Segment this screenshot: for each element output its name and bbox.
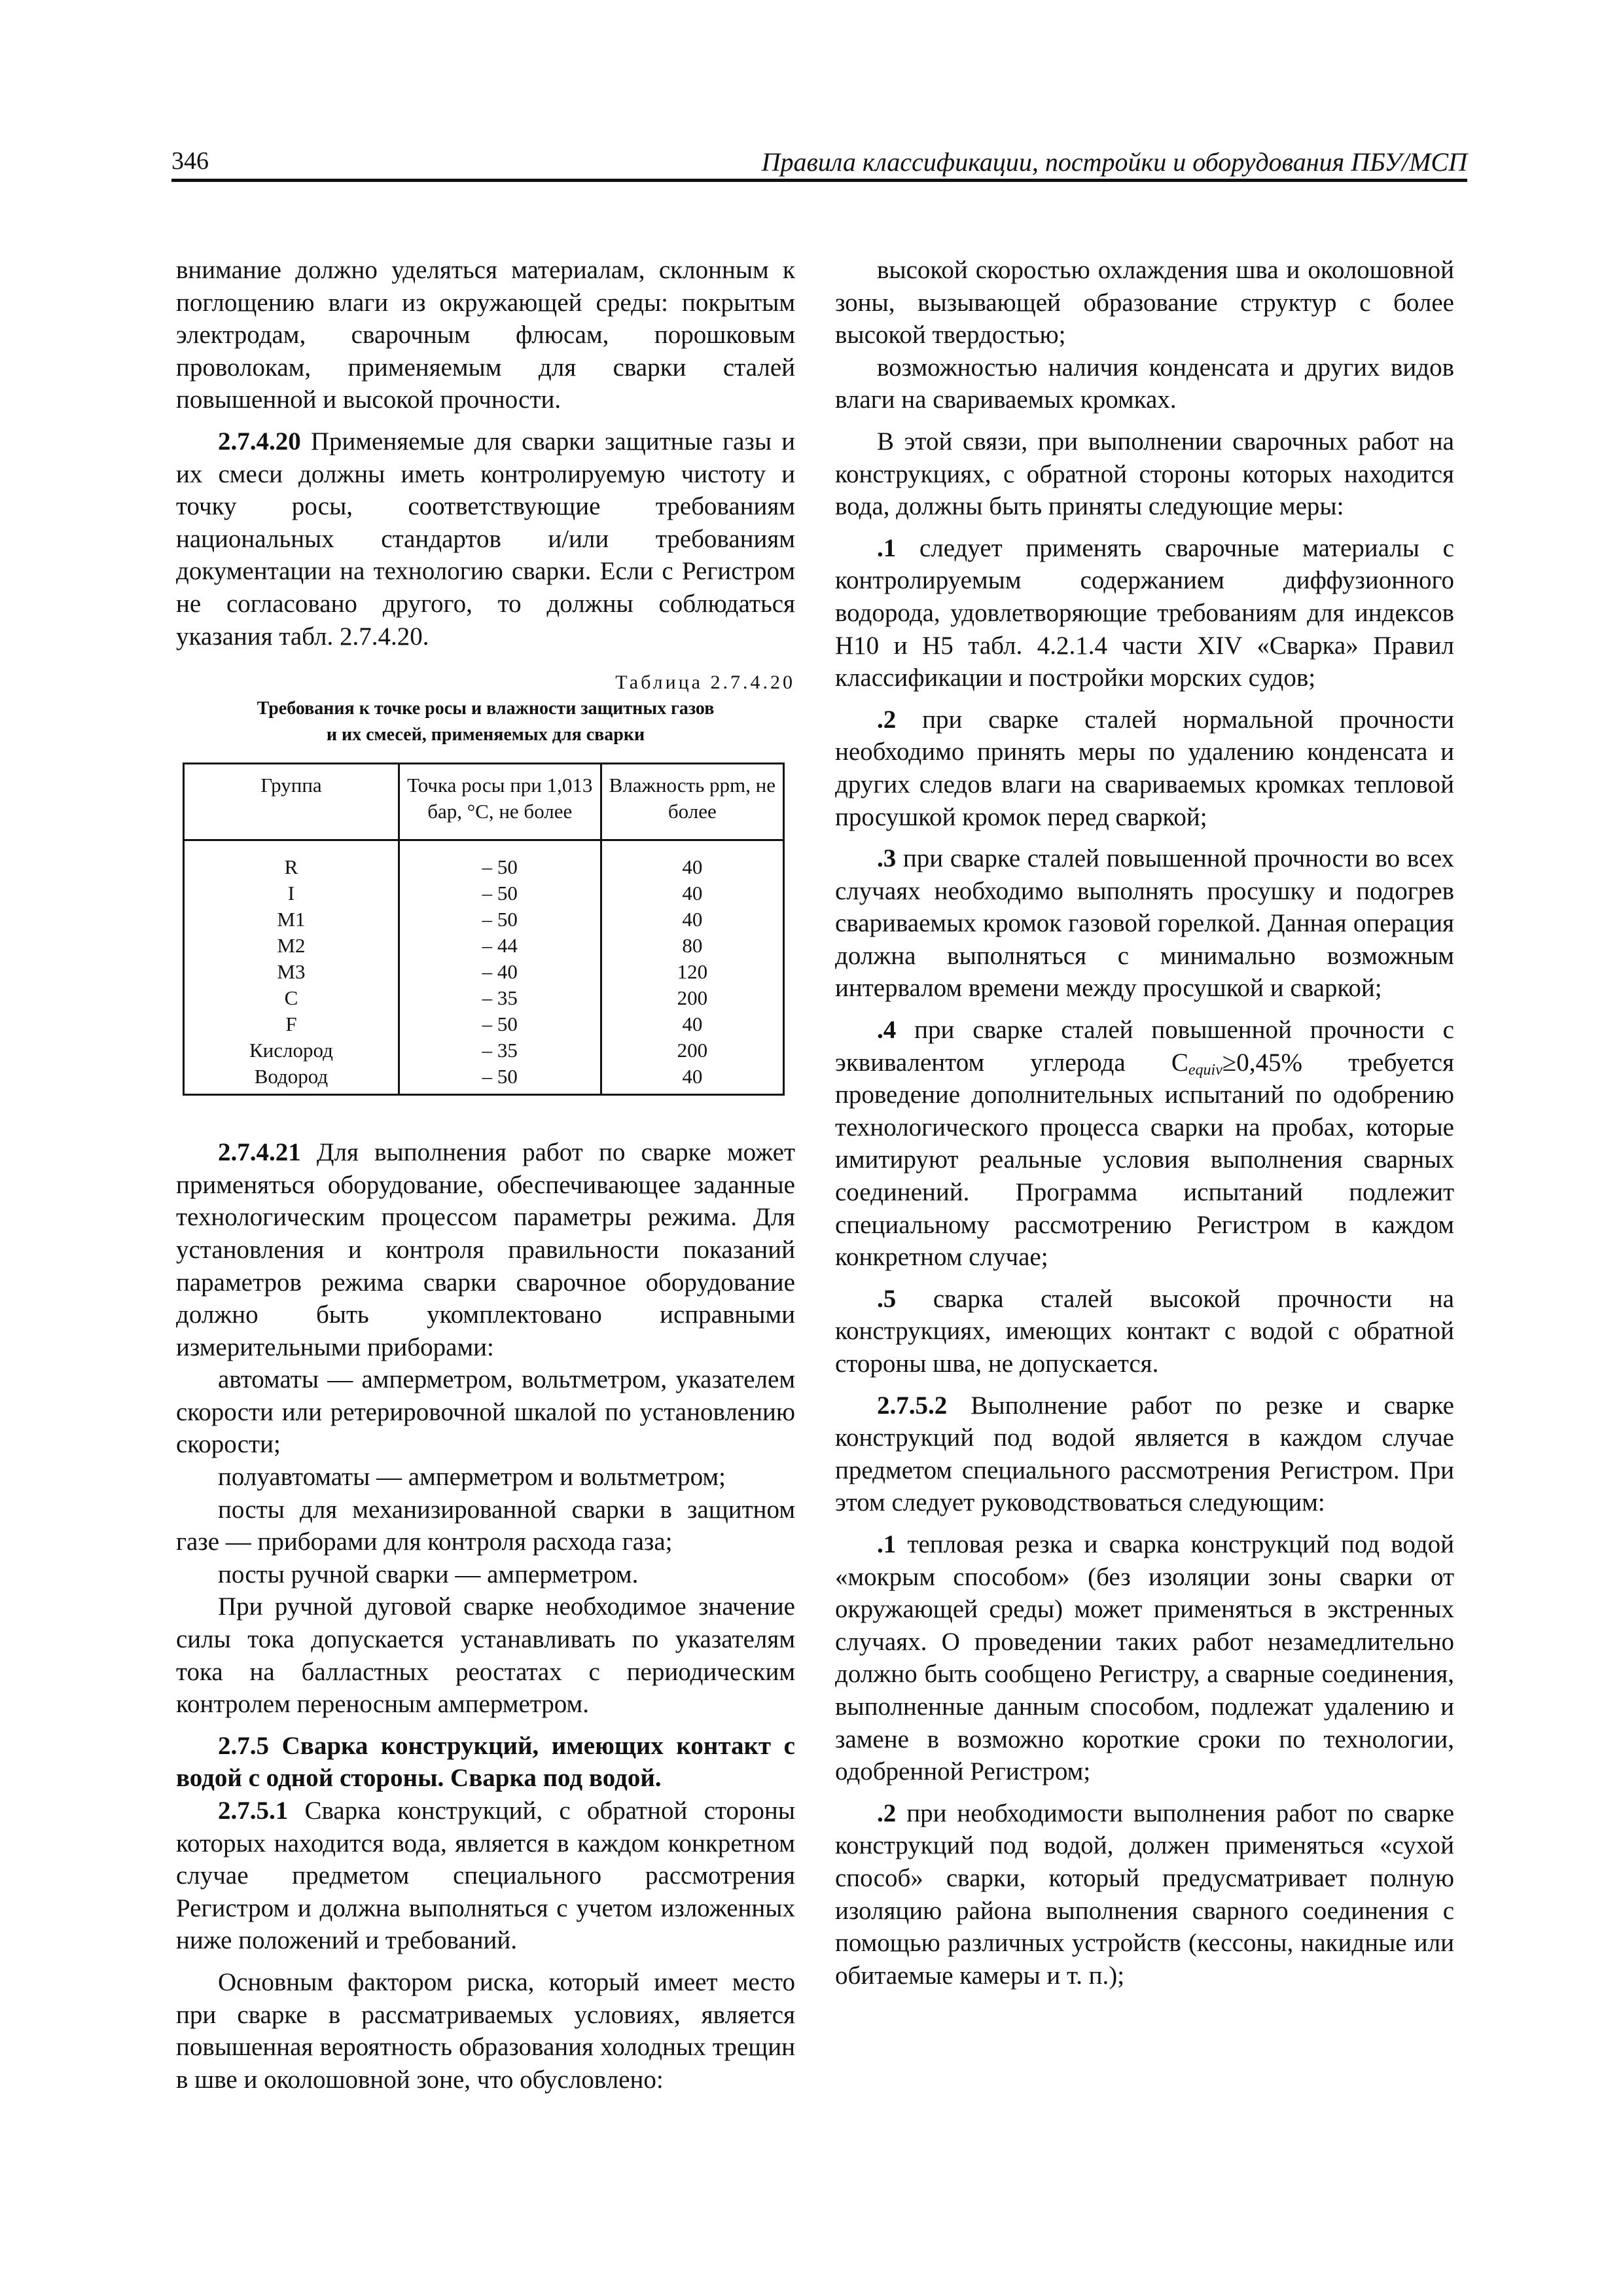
paragraph: высокой скоростью охлаждения шва и околошовной зоны, вызывающей образование структур с более высокой твердостью; [835,256,1454,350]
paragraph-2-7-4-21 [176,1136,795,1363]
left-column [176,254,795,2096]
item-text: при необходимости выполнения работ по сварке конструкций под водой, должен применяться «сухой способ» сварки, который предусматривает полную изоляцию района выполнения сварного соединения с помощью различных устройств (кессоны, накидные или обитаемые камеры и т. п.); [835,1799,1454,1990]
column-header: Группа [184,764,399,840]
section-heading [176,1730,795,1795]
item-number: .1 [877,533,897,562]
item-number: .5 [877,1284,897,1313]
table-row [184,906,784,933]
table-cell: 40 [601,880,783,906]
table-cell: M1 [184,906,399,933]
table-cell: 200 [601,1037,783,1064]
page-header [171,140,1467,181]
item-text: тепловая резка и сварка конструкций под водой «мокрым способом» (без изоляции зоны сварки от окружающей среды) может применяться в экстренных случаях. О проведении таких работ незамедлительно должно быть сообщено Регистру, а сварные соединения, выполненные данным способом, подлежат удалению и замене в возможно короткие сроки по технологии, одобренной Регистром; [835,1530,1454,1786]
subscript: equiv [1188,1061,1222,1079]
table-cell: – 50 [399,880,601,906]
column-header: Точка росы при 1,013 бар, °С, не более [399,764,601,840]
dew-point-table [183,762,785,1096]
list-item [835,704,1454,833]
table-cell: 200 [601,985,783,1011]
table-cell: – 50 [399,840,601,881]
paragraph: Основным фактором риска, который имеет место при сварке в рассматриваемых условиях, является повышенная вероятность образования холодных трещин в шве и околошовной зоне, что обусловлено: [176,1967,795,2094]
table-cell: Водород [184,1064,399,1095]
page-number: 346 [171,147,209,175]
item-number: .2 [877,1799,897,1827]
clause-text: Для выполнения работ по сварке может применяться оборудование, обеспечивающее заданные технологическим процессом параметры режима. Для установления и контроля правильности показаний параметров режима сварки сварочное оборудование должно быть укомплектовано исправными измерительными приборами: [176,1138,795,1361]
table-cell: 40 [601,1011,783,1037]
table-row [184,1064,784,1095]
section-heading-text: 2.7.5 Сварка конструкций, имеющих контакт с водой с одной стороны. Сварка под водой. [176,1731,795,1793]
table-title-line: Требования к точке росы и влажности защитных газов [257,698,715,719]
table-cell: – 40 [399,959,601,985]
item-number: .2 [877,705,897,734]
table-cell: 40 [601,1064,783,1095]
table-cell: 120 [601,959,783,985]
list-item [835,1283,1454,1380]
paragraph-2-7-5-2 [835,1390,1454,1519]
table-cell: Кислород [184,1037,399,1064]
paragraph-2-7-4-20 [176,425,795,653]
item-text: при сварке сталей нормальной прочности необходимо принять меры по удалению конденсата и других следов влаги на свариваемых кромках тепловой просушкой кромок перед сваркой; [835,705,1454,831]
table-cell: – 50 [399,1011,601,1037]
item-number: .4 [877,1016,897,1045]
table-cell: M2 [184,933,399,959]
table-cell: 40 [601,906,783,933]
table-cell: C [184,985,399,1011]
table-row [184,985,784,1011]
table-cell: – 35 [399,1037,601,1064]
item-text: ≥0,45% требуется проведение дополнительных испытаний по одобрению технологического процесса сварки на пробах, которые имитируют реальные условия выполнения сварных соединений. Программа испытаний подлежит специальному рассмотрению Регистром в каждом конкретном случае; [835,1048,1454,1272]
item-text: следует применять сварочные материалы с контролируемым содержанием диффузионного водорода, удовлетворяющие требованиям для индексов Н10 и Н5 табл. 4.2.1.4 части XIV «Сварка» Правил классификации и постройки морских судов; [835,533,1454,692]
table-cell: – 50 [399,906,601,933]
header-rule [171,179,1467,182]
clause-number: 2.7.4.20 [218,427,301,456]
paragraph: внимание должно уделяться материалам, склонным к поглощению влаги из окружающей среды: покрытым электродам, сварочным флюсам, порошковым проволокам, применяемым для сварки сталей повышенной и высокой прочности. [176,256,795,414]
table-cell: R [184,840,399,881]
paragraph: возможностью наличия конденсата и других видов влаги на свариваемых кромках. [835,353,1454,414]
paragraph: автоматы — амперметром, вольтметром, указателем скорости или ретерировочной шкалой по установлению скорости; [176,1365,795,1459]
table-body [184,840,784,1095]
table-row [184,1037,784,1064]
table-title-line: и их смесей, применяемых для сварки [326,725,645,745]
table-title [176,696,795,748]
table-cell: I [184,880,399,906]
clause-text: Выполнение работ по резке и сварке конструкций под водой является в каждом случае предметом специального рассмотрения Регистром. При этом следует руководствоваться следующим: [835,1391,1454,1517]
list-item [835,842,1454,1005]
list-item [835,532,1454,694]
right-column [835,254,1454,1992]
clause-number: 2.7.5.1 [218,1797,289,1825]
clause-text: Сварка конструкций, с обратной стороны которых находится вода, является в каждом конкретном случае предметом специального рассмотрения Регистром и должна выполняться с учетом изложенных ниже положений и требований. [176,1797,795,1955]
paragraph: полуавтоматы — амперметром и вольтметром; [218,1463,726,1492]
paragraph: посты для механизированной сварки в защитном газе — приборами для контроля расхода газа; [176,1495,795,1556]
table-cell: 80 [601,933,783,959]
item-text: при сварке сталей повышенной прочности с эквивалентом углерода C [835,1016,1454,1077]
table-row [184,933,784,959]
clause-number: 2.7.4.21 [218,1138,301,1167]
running-title: Правила классификации, постройки и оборудования ПБУ/МСП [761,147,1467,177]
paragraph-2-7-5-1 [176,1795,795,1957]
column-header: Влажность ppm, не более [601,764,783,840]
table-label: Таблица 2.7.4.20 [615,672,795,694]
list-item [835,1014,1454,1274]
clause-text: Применяемые для сварки защитные газы и их смеси должны иметь контролируемую чистоту и точку росы, соответствующие требованиям национальных стандартов и/или требованиям документации на технологию сварки. Если с Регистром не согласовано другого, то должны соблюдаться указания табл. 2.7.4.20. [176,427,795,651]
table-row [184,959,784,985]
item-text: при сварке сталей повышенной прочности во всех случаях необходимо выполнять просушку и подогрев свариваемых кромок газовой горелкой. Данная операция должна выполняться с минимально возможным интервалом времени между просушкой и сваркой; [835,844,1454,1003]
table-row [184,840,784,881]
table-row [184,880,784,906]
clause-number: 2.7.5.2 [877,1391,948,1420]
item-number: .1 [877,1530,897,1558]
table-cell: – 35 [399,985,601,1011]
item-text: сварка сталей высокой прочности на конструкциях, имеющих контакт с водой с обратной стороны шва, не допускается. [835,1284,1454,1378]
table-cell: M3 [184,959,399,985]
table-header-row [184,764,784,840]
table-cell: – 44 [399,933,601,959]
table-cell: – 50 [399,1064,601,1095]
table-cell: F [184,1011,399,1037]
table-row [184,1011,784,1037]
list-item [835,1797,1454,1992]
table-cell: 40 [601,840,783,881]
paragraph: В этой связи, при выполнении сварочных работ на конструкциях, с обратной стороны которых находится вода, должны быть приняты следующие меры: [835,427,1454,521]
item-number: .3 [877,844,897,873]
paragraph: При ручной дуговой сварке необходимое значение силы тока допускается устанавливать по указателям тока на балластных реостатах с периодическим контролем переносным амперметром. [176,1592,795,1719]
paragraph: посты ручной сварки — амперметром. [218,1560,639,1588]
list-item [835,1528,1454,1788]
